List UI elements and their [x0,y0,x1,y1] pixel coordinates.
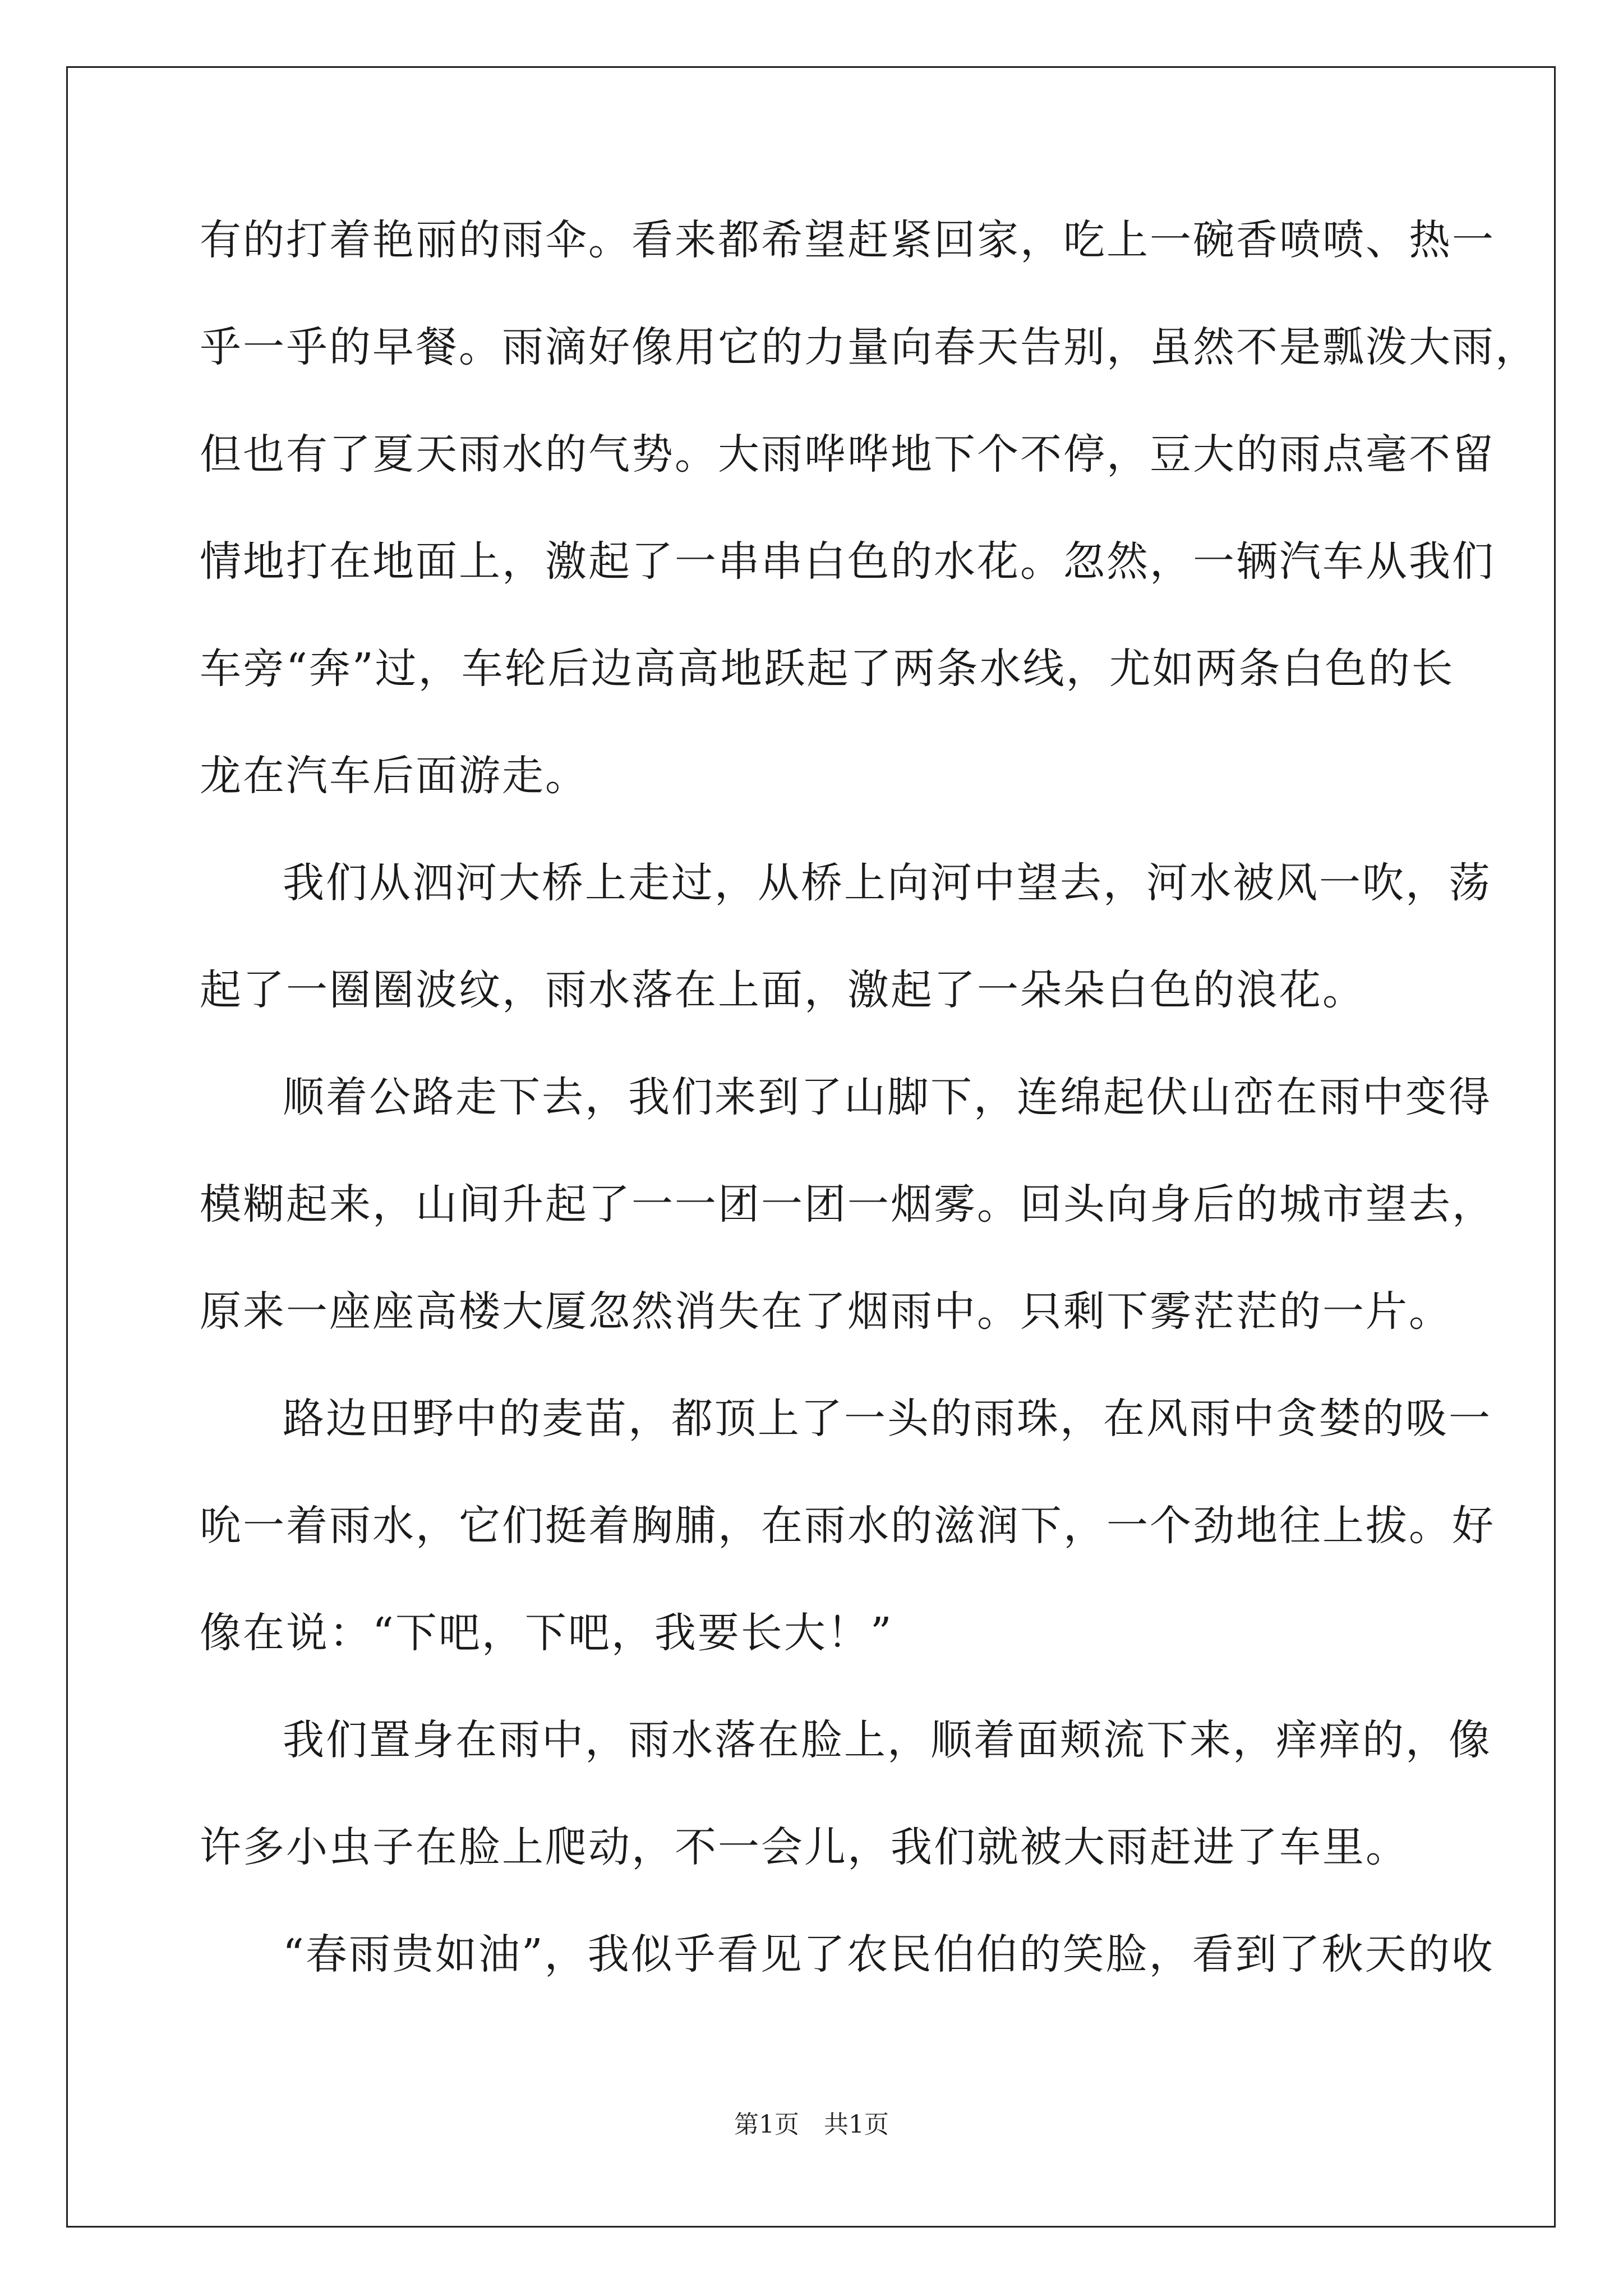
text-line: 但也有了夏天雨水的气势。大雨哗哗地下个不停，豆大的雨点毫不留 [200,430,1495,478]
text-line: 车旁“奔”过，车轮后边高高地跃起了两条水线，尤如两条白色的长 [200,645,1455,693]
document-body [200,212,1538,2033]
paragraph-start-line: “春雨贵如油”，我似乎看见了农民伯伯的笑脸，看到了秋天的收 [283,1930,1495,1978]
text-line: 乎一乎的早餐。雨滴好像用它的力量向春天告别，虽然不是瓢泼大雨， [200,323,1538,371]
paragraph-start-line: 我们置身在雨中，雨水落在脸上，顺着面颊流下来，痒痒的，像 [283,1716,1492,1764]
page-number: 第1页 [734,2110,799,2139]
text-line: 吮一着雨水，它们挺着胸脯，在雨水的滋润下，一个劲地往上拔。好 [200,1502,1495,1550]
text-line: 起了一圈圈波纹，雨水落在上面，激起了一朵朵白色的浪花。 [200,966,1366,1014]
paragraph-start-line: 顺着公路走下去，我们来到了山脚下，连绵起伏山峦在雨中变得 [283,1073,1492,1121]
page-footer [0,2108,1623,2142]
text-line: 情地打在地面上，激起了一串串白色的水花。忽然，一辆汽车从我们 [200,537,1495,586]
text-line: 有的打着艳丽的雨伞。看来都希望赶紧回家，吃上一碗香喷喷、热一 [200,216,1495,264]
text-line: 许多小虫子在脸上爬动，不一会儿，我们就被大雨赶进了车里。 [200,1823,1409,1871]
page-total: 共1页 [824,2110,889,2139]
text-line: 原来一座座高楼大厦忽然消失在了烟雨中。只剩下雾茫茫的一片。 [200,1287,1452,1336]
paragraph-start-line: 我们从泗河大桥上走过，从桥上向河中望去，河水被风一吹，荡 [283,859,1492,907]
text-line: 模糊起来，山间升起了一一团一团一烟雾。回头向身后的城市望去， [200,1180,1495,1228]
text-line: 像在说：“下吧，下吧，我要长大！” [200,1609,893,1657]
paragraph-start-line: 路边田野中的麦苗，都顶上了一头的雨珠，在风雨中贪婪的吸一 [283,1395,1492,1443]
text-line: 龙在汽车后面游走。 [200,752,588,800]
